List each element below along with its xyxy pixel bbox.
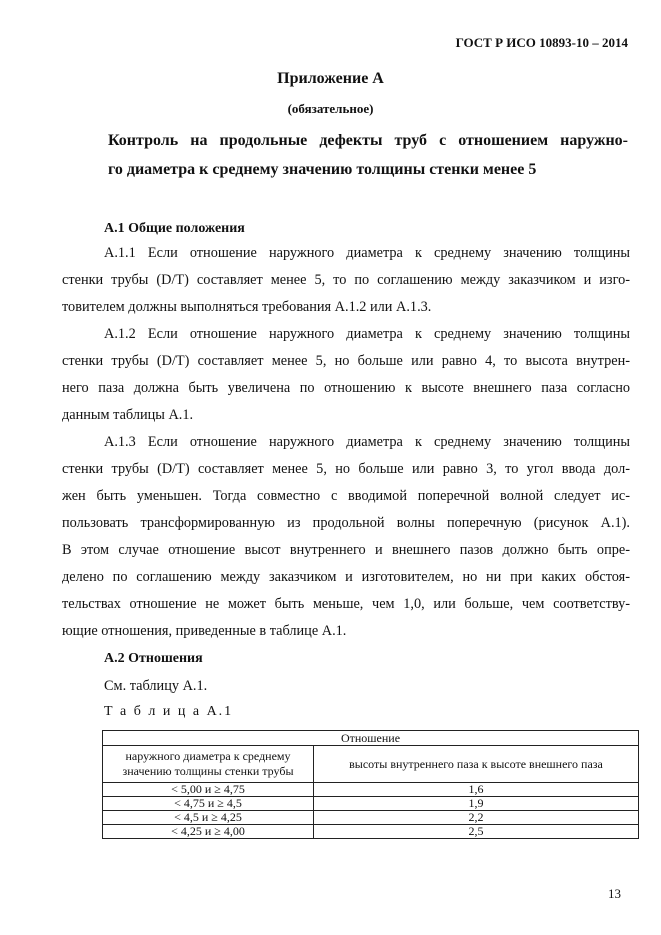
paragraph-line: него паза должна быть увеличена по отношению к высоте внешнего паза согласно [62,380,630,396]
table-column-header-heights: высоты внутреннего паза к высоте внешнего паза [314,746,639,783]
table-caption: Т а б л и ц а А.1 [104,704,234,719]
paragraph-a1-1 [62,240,630,321]
table-cell-ratio-heights: 2,2 [314,811,639,825]
table-cell-ratio-heights: 1,6 [314,783,639,797]
document-header: ГОСТ Р ИСО 10893-10 – 2014 [455,35,628,50]
annex-heading-line-2: го диаметра к среднему значению толщины стенки менее 5 [108,161,537,178]
annex-heading [108,126,628,184]
table-cell-ratio-dt: < 4,25 и ≥ 4,00 [103,825,314,839]
paragraph-a1-2 [62,321,630,429]
table-cell-ratio-dt: < 4,5 и ≥ 4,25 [103,811,314,825]
paragraph-a1-3 [62,429,630,645]
paragraph-line: А.1.2 Если отношение наружного диаметра к среднему значению толщины [104,326,630,342]
annex-title: Приложение А [277,70,384,87]
paragraph-line: товителем должны выполняться требования А.1.2 или А.1.3. [62,299,432,315]
table-row [103,797,639,811]
table-cell-ratio-dt: < 4,75 и ≥ 4,5 [103,797,314,811]
paragraph-line: стенки трубы (D/T) составляет менее 5, но больше или равно 4, то высота внутрен- [62,353,630,369]
page-number: 13 [608,886,621,901]
table-row [103,811,639,825]
table-row [103,825,639,839]
paragraph-line: стенки трубы (D/T) составляет менее 5, но больше или равно 3, то угол ввода дол- [62,461,630,477]
paragraph-line: А.1.1 Если отношение наружного диаметра к среднему значению толщины [104,245,630,261]
paragraph-line: делено по соглашению между заказчиком и изготовителем, но ни при каких обстоя- [62,569,630,585]
table-cell-ratio-heights: 2,5 [314,825,639,839]
section-a2-heading: А.2 Отношения [104,651,203,666]
table-row [103,783,639,797]
paragraph-line: тельствах отношение не может быть меньше, чем 1,0, или больше, чем соответству- [62,596,630,612]
table-cell-ratio-dt: < 5,00 и ≥ 4,75 [103,783,314,797]
paragraph-line: А.1.3 Если отношение наружного диаметра к среднему значению толщины [104,434,630,450]
paragraph-line: жен быть уменьшен. Тогда совместно с вводимой поперечной волной следует ис- [62,488,630,504]
annex-heading-line-1: Контроль на продольные дефекты труб с отношением наружно- [108,132,628,149]
table-column-header-dt: наружного диаметра к среднему значению толщины стенки трубы [103,746,314,783]
paragraph-line: стенки трубы (D/T) составляет менее 5, то по соглашению между заказчиком и изго- [62,272,630,288]
annex-status: (обязательное) [287,101,374,116]
paragraph-line: В этом случае отношение высот внутреннего и внешнего пазов должно быть опре- [62,542,630,558]
ratio-table [102,730,639,839]
paragraph-line: пользовать трансформированную из продольной волны поперечную (рисунок А.1). [62,515,630,531]
table-group-header: Отношение [103,731,639,746]
table-cell-ratio-heights: 1,9 [314,797,639,811]
paragraph-line: ющие отношения, приведенные в таблице А.1. [62,623,347,639]
section-a2-text: См. таблицу А.1. [104,678,208,694]
section-a1-heading: А.1 Общие положения [104,221,245,236]
paragraph-line: данным таблицы А.1. [62,407,194,423]
